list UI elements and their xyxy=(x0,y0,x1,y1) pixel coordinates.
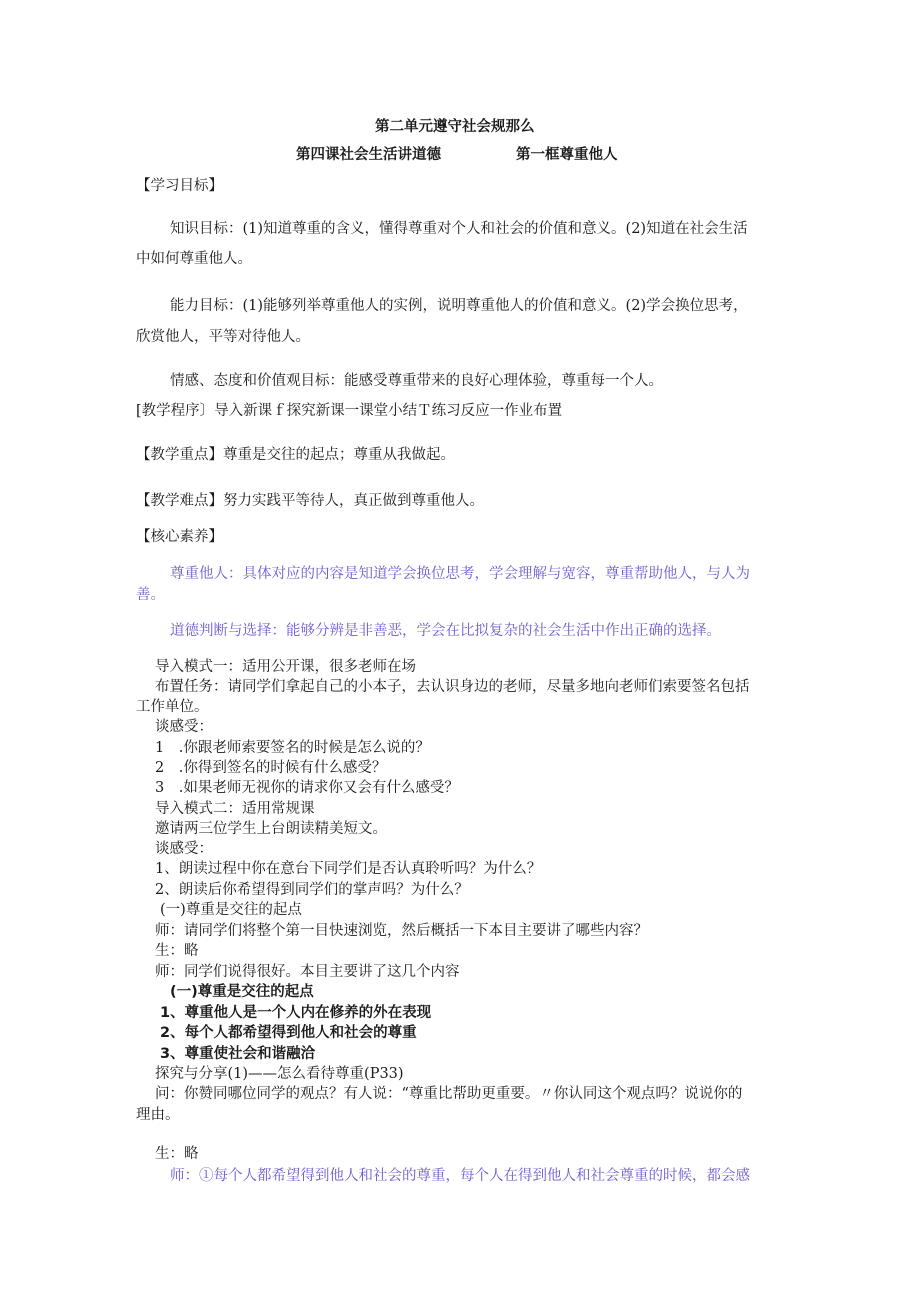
teacher-line-3: 师：①每个人都希望得到他人和社会的尊重，每个人在得到他人和社会尊重的时候，都会感 xyxy=(170,1168,750,1184)
core-moral-judgement: 道德判断与选择：能够分辨是非善恶，学会在比拟复杂的社会生活中作出正确的选择。 xyxy=(170,623,721,639)
question-3: 3 .如果老师无视你的请求你又会有什么感受？ xyxy=(155,780,459,796)
student-line-1: 生：略 xyxy=(155,943,199,959)
teacher-line-1: 师：请同学们将整个第一目快速浏览，然后概括一下本目主要讲了哪些内容？ xyxy=(155,923,648,939)
teaching-procedure: [教学程序〕导入新课ｆ探究新课一课堂小结Ｔ练习反应一作业布置 xyxy=(136,403,563,419)
teaching-difficult-point: 【教学难点】努力实践平等待人，真正做到尊重他人。 xyxy=(136,493,484,509)
bold-point-3: 3、尊重使社会和谐融洽 xyxy=(160,1046,316,1062)
bold-point-2: 2、每个人都希望得到他人和社会的尊重 xyxy=(160,1025,417,1041)
teacher-line-2: 师：同学们说得很好。本目主要讲了这几个内容 xyxy=(155,964,460,980)
reflection-label-2: 谈感受： xyxy=(155,841,213,857)
reading-question-1: 1、朗读过程中你在意台下同学们是否认真聆听吗？为什么？ xyxy=(155,861,542,877)
reading-question-2: 2、朗读后你希望得到同学们的掌声吗？为什么？ xyxy=(155,882,469,898)
knowledge-goal-line-1: 知识目标：(1)知道尊重的含义，懂得尊重对个人和社会的价值和意义。(2)知道在社会生活 xyxy=(170,221,748,237)
question-2: 2 .你得到签名的时候有什么感受？ xyxy=(155,760,387,776)
section-title: 第一框尊重他人 xyxy=(516,147,618,163)
bold-point-heading: (一)尊重是交往的起点 xyxy=(170,984,314,1000)
knowledge-goal-line-2: 中如何尊重他人。 xyxy=(136,251,252,267)
bold-point-1: 1、尊重他人是一个人内在修养的外在表现 xyxy=(160,1005,432,1021)
core-literacy-heading: 【核心素养】 xyxy=(136,529,223,545)
intro-mode-2: 导入模式二：适用常规课 xyxy=(155,801,315,817)
reflection-label-1: 谈感受： xyxy=(155,719,213,735)
ability-goal-line-1: 能力目标：(1)能够列举尊重他人的实例，说明尊重他人的价值和意义。(2)学会换位思考， xyxy=(170,298,748,314)
ask-line-2: 理由。 xyxy=(136,1107,180,1123)
lesson-title: 第四课社会生活讲道德 xyxy=(296,147,441,163)
ability-goal-line-2: 欣赏他人，平等对待他人。 xyxy=(136,329,310,345)
intro-mode-1: 导入模式一：适用公开课，很多老师在场 xyxy=(155,659,416,675)
core-respect-line-2: 善。 xyxy=(136,587,165,603)
emotion-goal: 情感、态度和价值观目标：能感受尊重带来的良好心理体验，尊重每一个人。 xyxy=(170,373,663,389)
task-line-2: 工作单位。 xyxy=(136,699,209,715)
task-line-1: 布置任务：请同学们拿起自己的小本子，去认识身边的老师，尽量多地向老师们索要签名包括 xyxy=(155,679,750,695)
core-respect-line-1: 尊重他人：具体对应的内容是知道学会换位思考，学会理解与宽容，尊重帮助他人，与人为 xyxy=(170,566,750,582)
subsection-heading: (一)尊重是交往的起点 xyxy=(160,902,302,918)
explore-share: 探究与分享(1)——怎么看待尊重(P33) xyxy=(155,1066,404,1082)
teaching-key-point: 【教学重点】尊重是交往的起点；尊重从我做起。 xyxy=(136,447,455,463)
question-1: 1 .你跟老师索要签名的时候是怎么说的？ xyxy=(155,740,430,756)
unit-title: 第二单元遵守社会规那么 xyxy=(375,119,535,135)
ask-line-1: 问：你赞同哪位同学的观点？有人说：“尊重比帮助更重要。〃你认同这个观点吗？说说你的 xyxy=(155,1086,743,1102)
student-line-2: 生：略 xyxy=(155,1146,199,1162)
invite-students: 邀请两三位学生上台朗读精美短文。 xyxy=(155,821,387,837)
goals-heading: 【学习目标】 xyxy=(136,178,223,194)
